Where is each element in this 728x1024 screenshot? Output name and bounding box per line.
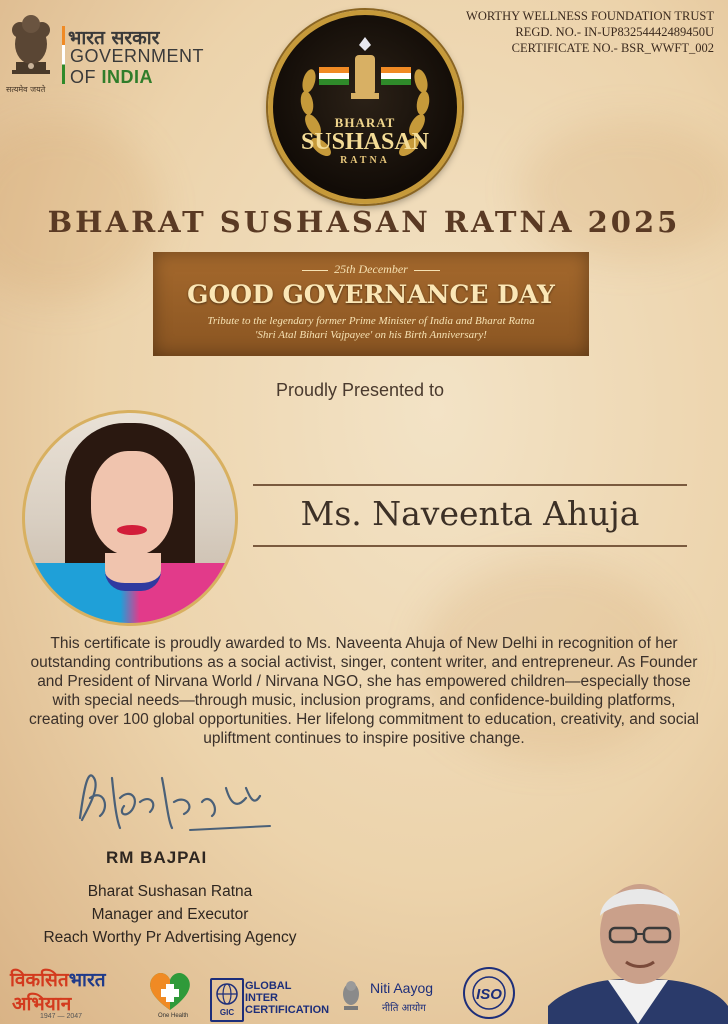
photo-lips <box>117 525 147 535</box>
name-bottom-rule <box>253 545 687 547</box>
trust-regd-no: REGD. NO.- IN-UP83254442489450U <box>515 25 714 39</box>
photo-face <box>91 451 173 555</box>
trust-name: WORTHY WELLNESS FOUNDATION TRUST <box>466 9 714 23</box>
emblem-motto: सत्यमेव जयते <box>6 85 46 94</box>
name-top-rule <box>253 484 687 486</box>
gov-line1: GOVERNMENT <box>70 46 205 66</box>
iso-text: ISO <box>476 986 502 1003</box>
trust-info <box>466 8 714 56</box>
medal-line2: SUSHASAN <box>300 129 430 155</box>
laurel-wreath-icon <box>273 15 457 199</box>
gic-line2: INTER <box>245 992 278 1004</box>
tricolor-bar <box>62 26 65 84</box>
gic-line1: GLOBAL <box>245 980 292 992</box>
banner-tribute-line2: 'Shri Atal Bihari Vajpayee' on his Birth Anniversary! <box>255 329 487 341</box>
iso-logo-icon <box>458 966 520 1020</box>
trust-certificate-no: CERTIFICATE NO.- BSR_WWFT_002 <box>511 41 714 55</box>
good-governance-day-banner <box>153 252 589 356</box>
recipient-photo <box>22 410 238 626</box>
certificate-title: BHARAT SUSHASAN RATNA 2025 <box>47 205 681 239</box>
signatory-role3: Reach Worthy Pr Advertising Agency <box>43 929 297 946</box>
signature-image <box>70 758 280 848</box>
vajpayee-portrait <box>548 876 728 1024</box>
heart-health-icon <box>146 970 194 1012</box>
citation-text: This certificate is proudly awarded to Ms. Naveenta Ahuja of New Delhi in recognition of her outstanding contributions as a social activist, singer, content writer, and entrepreneur. As Founder and President of Nirvana World / Nirvana NGO, she has empowered children—especially those with special needs—through music, inclusion programs, and confidence-building platforms, creating over 100 global opportunities. Her lifelong commitment to education, creativity, and social upliftment continues to inspire positive change. <box>28 635 699 747</box>
niti-aayog-english: Niti Aayog <box>370 980 434 996</box>
gov-hindi-name: भारत सरकार <box>68 27 160 49</box>
banner-tribute-line1: Tribute to the legendary former Prime Minister of India and Bharat Ratna <box>207 315 535 327</box>
photo-necklace <box>105 553 161 591</box>
medal-line1: BHARAT <box>334 115 396 130</box>
gic-logo <box>210 978 244 1022</box>
globe-icon <box>215 982 239 1006</box>
medal-line3: RATNA <box>340 155 390 166</box>
gov-line2 <box>70 67 153 88</box>
gov-india: INDIA <box>101 67 154 87</box>
gic-badge-text: GIC <box>219 1008 235 1017</box>
viksit-bharat-logo-line2: अभियान <box>12 993 72 1015</box>
heart-caption: One Health <box>158 1013 189 1019</box>
recipient-name: Ms. Naveenta Ahuja <box>300 494 640 533</box>
signatory-role1: Bharat Sushasan Ratna <box>87 883 253 900</box>
bharat-word: भारत <box>68 969 106 991</box>
niti-aayog-hindi: नीति आयोग <box>382 1003 426 1014</box>
viksit-bharat-years: 1947 — 2047 <box>40 1013 83 1020</box>
banner-date: 25th December <box>153 262 589 277</box>
gic-line3: CERTIFICATION <box>245 1004 330 1016</box>
viksit-bharat-logo-line1 <box>10 966 106 992</box>
signatory-roles <box>0 880 340 949</box>
banner-headline: GOOD GOVERNANCE DAY <box>187 280 555 309</box>
presented-to-label: Proudly Presented to <box>275 380 445 400</box>
gov-of: OF <box>70 67 96 87</box>
paper-stain <box>520 120 728 260</box>
bharat-sushasan-ratna-medallion <box>268 10 462 204</box>
gic-label <box>245 980 329 1016</box>
signatory-role2: Manager and Executor <box>91 906 249 923</box>
government-of-india-logo <box>4 6 204 96</box>
banner-tribute <box>153 314 589 342</box>
signatory-name: RM BAJPAI <box>106 848 208 867</box>
viksit-word: विकसित <box>10 969 69 991</box>
niti-emblem-icon <box>340 978 362 1016</box>
ashoka-emblem-icon <box>6 6 56 82</box>
